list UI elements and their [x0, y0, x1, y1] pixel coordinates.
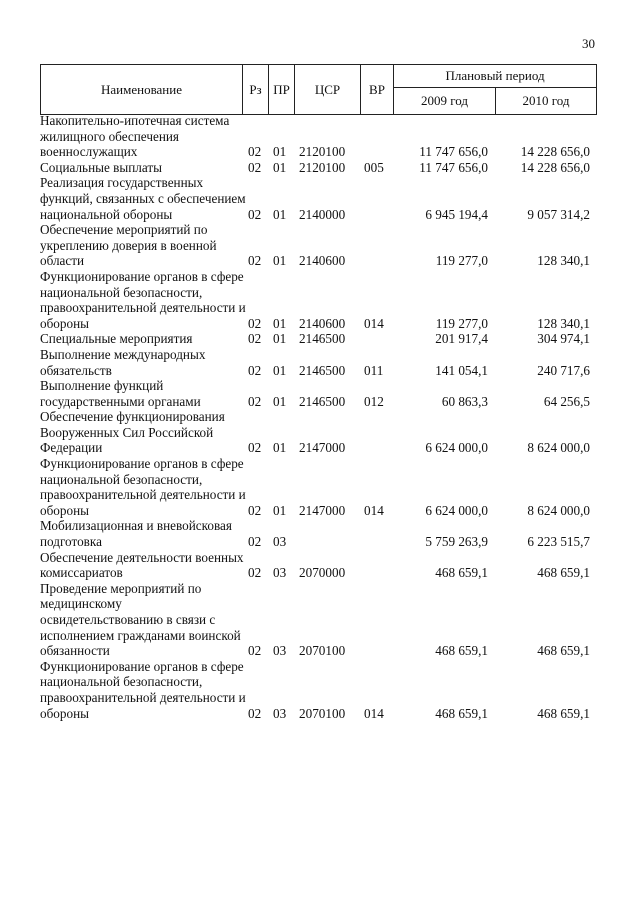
- row-pr: 01: [273, 144, 287, 160]
- row-year-2009: 6 624 000,0: [425, 440, 488, 456]
- row-csr: 2070100: [299, 705, 346, 721]
- row-name: Выполнение функций государственными органами: [40, 378, 201, 409]
- row-pr: 01: [273, 502, 287, 518]
- table-row: [40, 331, 596, 347]
- row-rz: 02: [248, 253, 262, 269]
- table-row: [40, 409, 596, 456]
- row-pr: 01: [273, 253, 287, 269]
- header-csr: ЦСР: [295, 65, 361, 115]
- row-name: Обеспечение функционирования Вооруженных Сил Российской Федерации: [40, 409, 225, 456]
- row-csr: 2146500: [299, 331, 346, 347]
- row-year-2009: 468 659,1: [435, 643, 488, 659]
- row-year-2010: 6 223 515,7: [527, 534, 590, 550]
- table-row: [40, 222, 596, 269]
- header-name: Наименование: [41, 65, 243, 115]
- row-year-2010: 14 228 656,0: [520, 159, 590, 175]
- row-rz: 02: [248, 643, 262, 659]
- table-row: [40, 269, 596, 331]
- row-name: Социальные выплаты: [40, 159, 162, 175]
- row-year-2010: 240 717,6: [537, 362, 590, 378]
- row-name: Обеспечение деятельности военных комиссариатов: [40, 549, 244, 581]
- page-number: 30: [582, 36, 595, 51]
- row-rz: 02: [248, 315, 262, 331]
- row-rz: 02: [248, 393, 262, 409]
- table-row: [40, 659, 596, 721]
- header-pr: ПР: [269, 65, 295, 115]
- row-rz: 02: [248, 144, 262, 160]
- row-year-2009: 468 659,1: [435, 565, 488, 581]
- row-csr: 2070000: [299, 565, 346, 581]
- row-year-2009: 6 624 000,0: [425, 502, 488, 518]
- row-year-2009: 468 659,1: [435, 705, 488, 721]
- row-vr: 005: [364, 159, 384, 175]
- row-rz: 02: [248, 705, 262, 721]
- row-year-2009: 11 747 656,0: [419, 159, 488, 175]
- header-year-2009: 2009 год: [394, 88, 496, 115]
- row-year-2009: 141 054,1: [435, 362, 488, 378]
- row-pr: 01: [273, 393, 287, 409]
- row-vr: 014: [364, 315, 384, 331]
- row-csr: 2146500: [299, 393, 346, 409]
- table-row: [40, 456, 596, 518]
- row-name: Реализация государственных функций, связанных с обеспечением национальной обороны: [40, 175, 246, 222]
- row-pr: 03: [273, 565, 287, 581]
- row-year-2010: 468 659,1: [537, 705, 590, 721]
- row-csr: 2120100: [299, 159, 346, 175]
- row-rz: 02: [248, 502, 262, 518]
- row-vr: 011: [364, 362, 384, 378]
- table-row: [40, 175, 596, 222]
- table-row: [40, 518, 596, 549]
- row-csr: 2140000: [299, 206, 346, 222]
- row-year-2010: 14 228 656,0: [520, 144, 590, 160]
- table-header: [40, 64, 597, 115]
- row-rz: 02: [248, 534, 262, 550]
- row-pr: 01: [273, 206, 287, 222]
- row-year-2009: 201 917,4: [435, 331, 488, 347]
- header-vr: ВР: [361, 65, 394, 115]
- row-csr: 2140600: [299, 253, 346, 269]
- row-year-2010: 468 659,1: [537, 565, 590, 581]
- row-vr: 014: [364, 705, 384, 721]
- row-csr: 2120100: [299, 144, 346, 160]
- header-rz: Рз: [243, 65, 269, 115]
- row-year-2009: 119 277,0: [435, 253, 488, 269]
- row-name: Функционирование органов в сфере национальной безопасности, правоохранительной деятельности и обороны: [40, 456, 246, 518]
- table-row: [40, 160, 596, 176]
- row-name: Мобилизационная и вневойсковая подготовка: [40, 518, 232, 550]
- row-year-2010: 128 340,1: [537, 253, 590, 269]
- header-year-2010: 2010 год: [496, 88, 597, 115]
- table-row: [40, 113, 596, 160]
- table-row: [40, 581, 596, 659]
- row-year-2010: 304 974,1: [537, 331, 590, 347]
- row-name: Специальные мероприятия: [40, 331, 193, 347]
- row-year-2009: 5 759 263,9: [425, 534, 488, 550]
- row-rz: 02: [248, 159, 262, 175]
- row-csr: 2070100: [299, 643, 346, 659]
- row-name: Функционирование органов в сфере национальной безопасности, правоохранительной деятельности и обороны: [40, 268, 246, 331]
- row-pr: 01: [273, 362, 287, 378]
- row-pr: 01: [273, 315, 287, 331]
- row-rz: 02: [248, 565, 262, 581]
- row-name: Обеспечение мероприятий по укреплению доверия в военной области: [40, 222, 217, 269]
- row-pr: 01: [273, 331, 287, 347]
- row-csr: 2140600: [299, 315, 346, 331]
- row-rz: 02: [248, 206, 262, 222]
- row-pr: 03: [273, 705, 287, 721]
- row-year-2009: 6 945 194,4: [425, 206, 488, 222]
- row-year-2010: 8 624 000,0: [527, 440, 590, 456]
- row-name: Накопительно-ипотечная система жилищного обеспечения военнослужащих: [40, 113, 230, 160]
- row-year-2010: 128 340,1: [537, 315, 590, 331]
- row-year-2010: 9 057 314,2: [527, 206, 590, 222]
- row-year-2009: 119 277,0: [435, 315, 488, 331]
- row-csr: 2146500: [299, 362, 346, 378]
- row-rz: 02: [248, 331, 262, 347]
- header-planned-period: Плановый период: [394, 65, 597, 88]
- row-rz: 02: [248, 440, 262, 456]
- row-year-2009: 60 863,3: [441, 393, 488, 409]
- row-year-2010: 64 256,5: [543, 393, 590, 409]
- row-pr: 01: [273, 440, 287, 456]
- row-year-2010: 468 659,1: [537, 643, 590, 659]
- row-pr: 03: [273, 534, 287, 550]
- row-year-2010: 8 624 000,0: [527, 502, 590, 518]
- row-name: Выполнение международных обязательств: [40, 346, 206, 378]
- row-year-2009: 11 747 656,0: [419, 144, 488, 160]
- row-pr: 03: [273, 643, 287, 659]
- row-pr: 01: [273, 159, 287, 175]
- row-name: Функционирование органов в сфере национальной безопасности, правоохранительной деятельности и обороны: [40, 658, 246, 721]
- table-row: [40, 378, 596, 409]
- table-row: [40, 550, 596, 581]
- row-name: Проведение мероприятий по медицинскому освидетельствованию в связи с исполнением гражданами воинской обязанности: [40, 580, 241, 659]
- row-csr: 2147000: [299, 440, 346, 456]
- table-body: [40, 113, 596, 721]
- row-vr: 012: [364, 393, 384, 409]
- table-row: [40, 347, 596, 378]
- row-vr: 014: [364, 502, 384, 518]
- row-csr: 2147000: [299, 502, 346, 518]
- row-rz: 02: [248, 362, 262, 378]
